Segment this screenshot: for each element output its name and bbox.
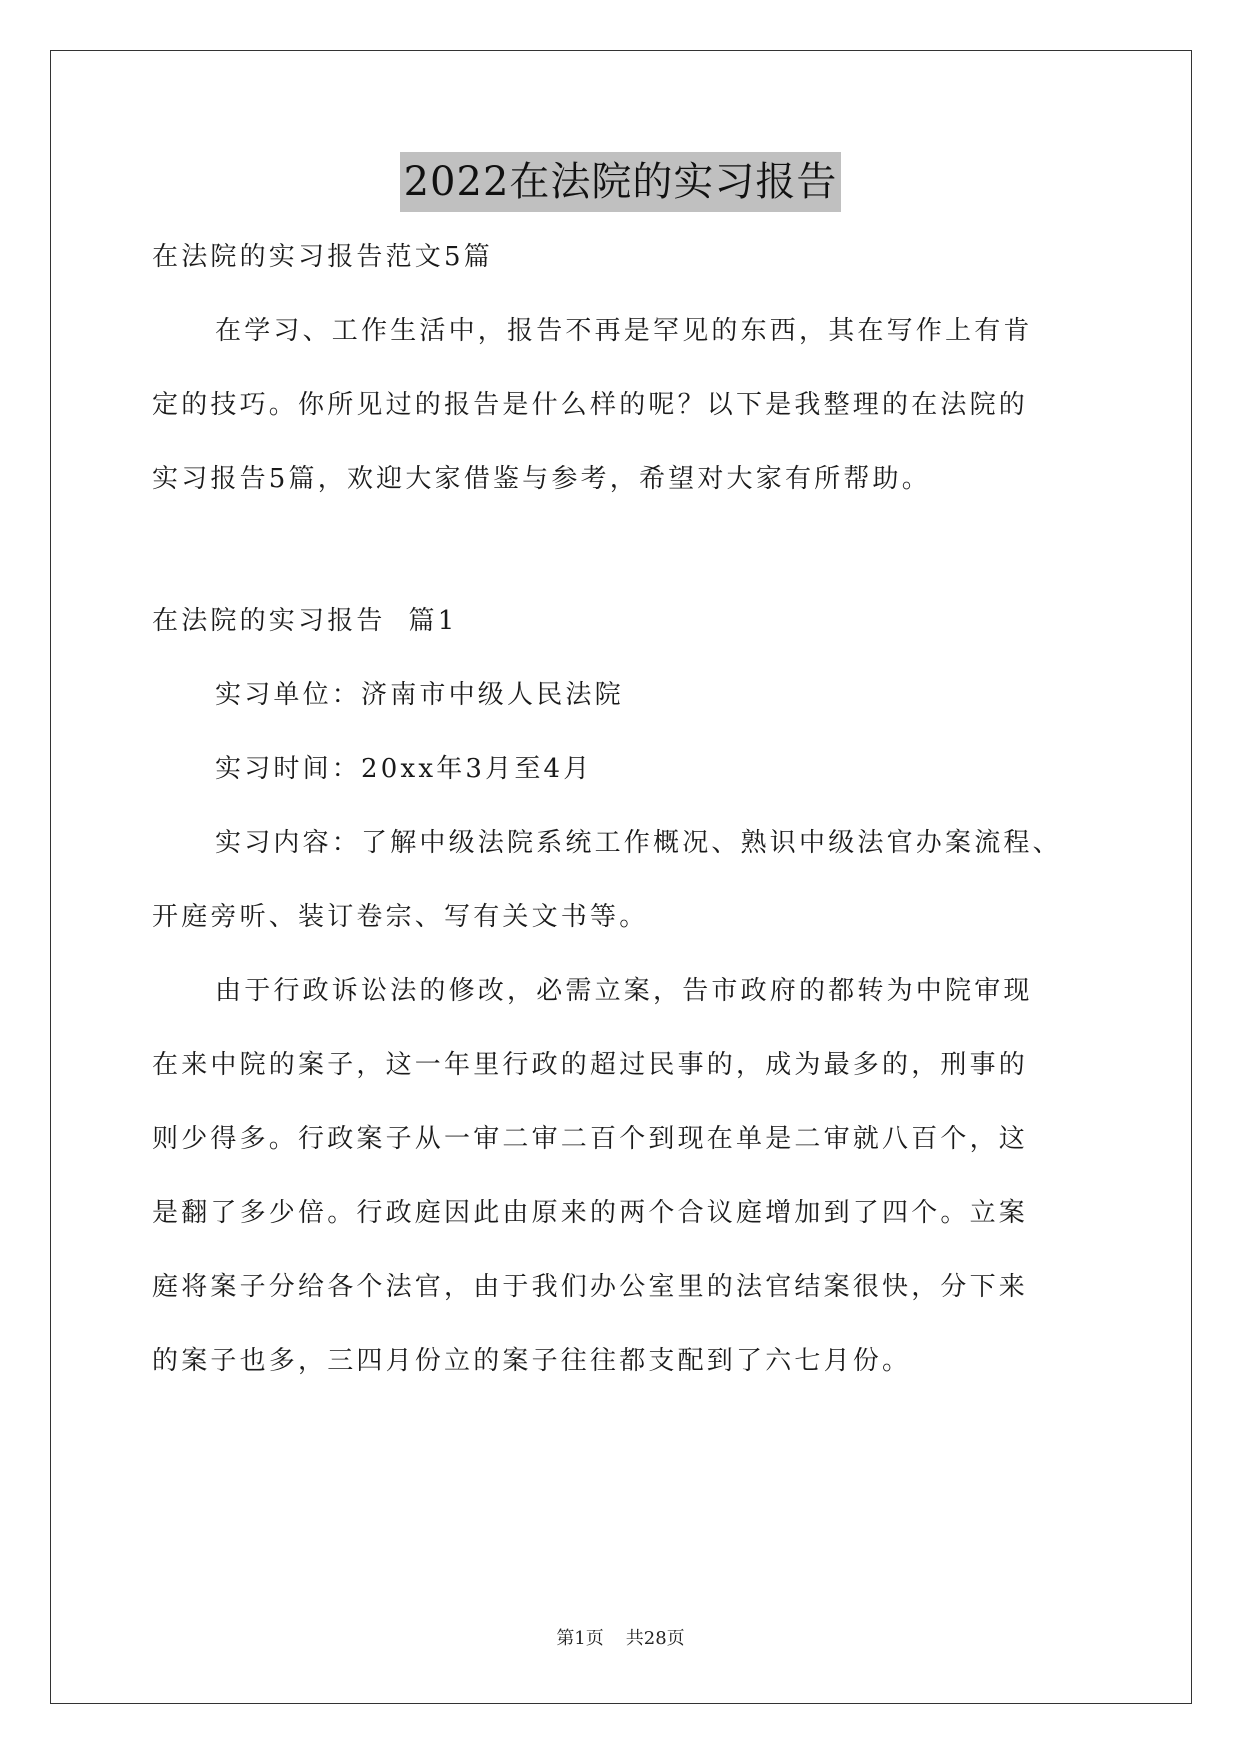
content-line-1: 实习内容：了解中级法院系统工作概况、熟识中级法官办案流程、	[215, 828, 1062, 858]
page-total: 共28页	[625, 1628, 685, 1649]
title-wrap	[0, 152, 1241, 212]
body-line-3: 则少得多。行政案子从一审二审二百个到现在单是二审就八百个，这	[152, 1124, 1029, 1154]
document-title: 2022在法院的实习报告	[400, 152, 842, 212]
intro-line-3: 实习报告5篇，欢迎大家借鉴与参考，希望对大家有所帮助。	[152, 464, 931, 494]
body-line-5: 庭将案子分给各个法官，由于我们办公室里的法官结案很快，分下来	[152, 1272, 1029, 1302]
body-line-4: 是翻了多少倍。行政庭因此由原来的两个合议庭增加到了四个。立案	[152, 1198, 1029, 1228]
intro-line-2: 定的技巧。你所见过的报告是什么样的呢？以下是我整理的在法院的	[152, 390, 1029, 420]
body-line-2: 在来中院的案子，这一年里行政的超过民事的，成为最多的，刑事的	[152, 1050, 1029, 1080]
page-number: 第1页	[556, 1628, 604, 1649]
subtitle: 在法院的实习报告范文5篇	[152, 242, 493, 272]
intro-line-1: 在学习、工作生活中，报告不再是罕见的东西，其在写作上有肯	[215, 316, 1033, 346]
body-line-1: 由于行政诉讼法的修改，必需立案，告市政府的都转为中院审现	[215, 976, 1033, 1006]
body-line-6: 的案子也多，三四月份立的案子往往都支配到了六七月份。	[152, 1346, 912, 1376]
internship-unit: 实习单位：济南市中级人民法院	[215, 680, 624, 710]
internship-time: 实习时间：20xx年3月至4月	[215, 754, 593, 784]
section-heading: 在法院的实习报告 篇1	[152, 606, 458, 636]
content-line-2: 开庭旁听、装订卷宗、写有关文书等。	[152, 902, 649, 932]
page-footer	[0, 1624, 1241, 1650]
